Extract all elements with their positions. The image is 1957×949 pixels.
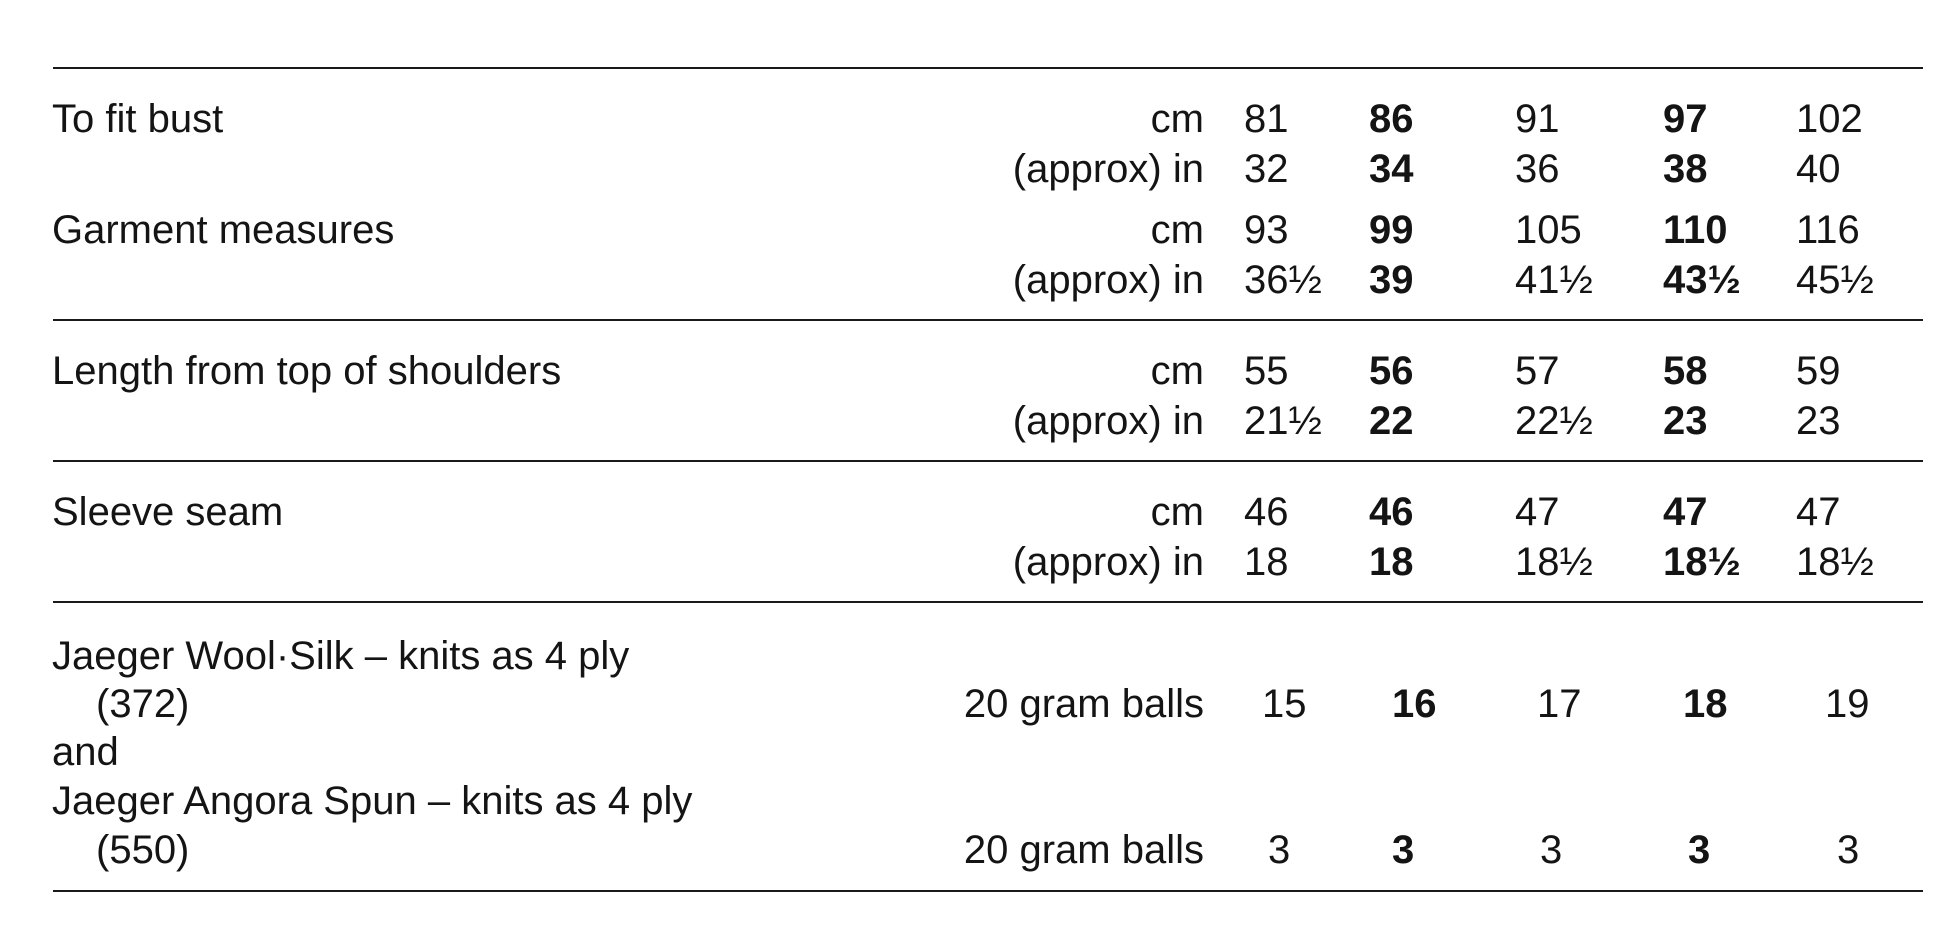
row-label: Garment measures: [52, 208, 395, 252]
row-label: Sleeve seam: [52, 490, 284, 534]
yarn-quantity-row: [0, 825, 1957, 875]
size-value: 47: [1663, 490, 1708, 534]
size-value: 23: [1663, 399, 1708, 443]
size-value: 21½: [1244, 399, 1322, 443]
section-divider: [53, 319, 1923, 321]
size-value: 3: [1837, 828, 1860, 872]
unit-label: cm: [1150, 490, 1204, 534]
size-value: 18½: [1796, 540, 1874, 584]
bust-cm-row: [0, 94, 1957, 144]
size-value: 36: [1515, 147, 1560, 191]
sleeve-cm-row: [0, 487, 1957, 537]
yarn-name-row: [0, 776, 1957, 826]
connector-row: [0, 727, 1957, 777]
sleeve-in-row: [0, 537, 1957, 587]
size-value: 18: [1244, 540, 1289, 584]
row-label: Length from top of shoulders: [52, 349, 562, 393]
size-value: 16: [1392, 682, 1437, 726]
size-value: 22: [1369, 399, 1414, 443]
size-value: 102: [1796, 97, 1863, 141]
yarn-name-row: [0, 631, 1957, 681]
size-value: 18: [1369, 540, 1414, 584]
size-value: 3: [1540, 828, 1563, 872]
size-value: 40: [1796, 147, 1841, 191]
bust-in-row: [0, 144, 1957, 194]
section-divider: [53, 601, 1923, 603]
size-value: 3: [1268, 828, 1291, 872]
garment-cm-row: [0, 205, 1957, 255]
size-value: 43½: [1663, 258, 1741, 302]
size-value: 3: [1392, 828, 1415, 872]
unit-label: (approx) in: [1012, 147, 1204, 191]
unit-label: 20 gram balls: [963, 682, 1204, 726]
yarn-quantity-row: [0, 679, 1957, 729]
size-value: 55: [1244, 349, 1289, 393]
size-value: 34: [1369, 147, 1414, 191]
size-value: 58: [1663, 349, 1708, 393]
size-value: 99: [1369, 208, 1414, 252]
unit-label: (approx) in: [1012, 258, 1204, 302]
size-value: 41½: [1515, 258, 1593, 302]
size-value: 3: [1688, 828, 1711, 872]
length-in-row: [0, 396, 1957, 446]
size-value: 91: [1515, 97, 1560, 141]
size-value: 18½: [1515, 540, 1593, 584]
size-value: 32: [1244, 147, 1289, 191]
size-value: 18½: [1663, 540, 1741, 584]
connector-text: and: [52, 730, 119, 774]
size-value: 46: [1244, 490, 1289, 534]
row-label: To fit bust: [52, 97, 224, 141]
size-value: 45½: [1796, 258, 1874, 302]
size-value: 59: [1796, 349, 1841, 393]
size-value: 57: [1515, 349, 1560, 393]
garment-in-row: [0, 255, 1957, 305]
size-value: 47: [1515, 490, 1560, 534]
size-value: 39: [1369, 258, 1414, 302]
table-bottom-rule: [53, 890, 1923, 892]
size-value: 36½: [1244, 258, 1322, 302]
size-value: 19: [1825, 682, 1870, 726]
section-divider: [53, 460, 1923, 462]
size-value: 81: [1244, 97, 1289, 141]
size-value: 86: [1369, 97, 1414, 141]
size-value: 93: [1244, 208, 1289, 252]
size-value: 18: [1683, 682, 1728, 726]
unit-label: cm: [1150, 97, 1204, 141]
size-value: 22½: [1515, 399, 1593, 443]
size-value: 116: [1796, 208, 1860, 252]
yarn-code: (372): [96, 682, 190, 726]
size-value: 56: [1369, 349, 1414, 393]
size-value: 17: [1537, 682, 1582, 726]
size-value: 46: [1369, 490, 1414, 534]
size-value: 15: [1262, 682, 1307, 726]
yarn-name: Jaeger Wool·Silk – knits as 4 ply: [52, 634, 630, 678]
size-value: 47: [1796, 490, 1841, 534]
size-value: 38: [1663, 147, 1708, 191]
unit-label: (approx) in: [1012, 540, 1204, 584]
yarn-code: (550): [96, 828, 190, 872]
unit-label: cm: [1150, 349, 1204, 393]
size-value: 97: [1663, 97, 1708, 141]
unit-label: cm: [1150, 208, 1204, 252]
size-value: 105: [1515, 208, 1582, 252]
yarn-name: Jaeger Angora Spun – knits as 4 ply: [52, 779, 693, 823]
size-value: 110: [1663, 208, 1728, 252]
unit-label: (approx) in: [1012, 399, 1204, 443]
size-value: 23: [1796, 399, 1841, 443]
unit-label: 20 gram balls: [963, 828, 1204, 872]
length-cm-row: [0, 346, 1957, 396]
table-top-rule: [53, 67, 1923, 69]
